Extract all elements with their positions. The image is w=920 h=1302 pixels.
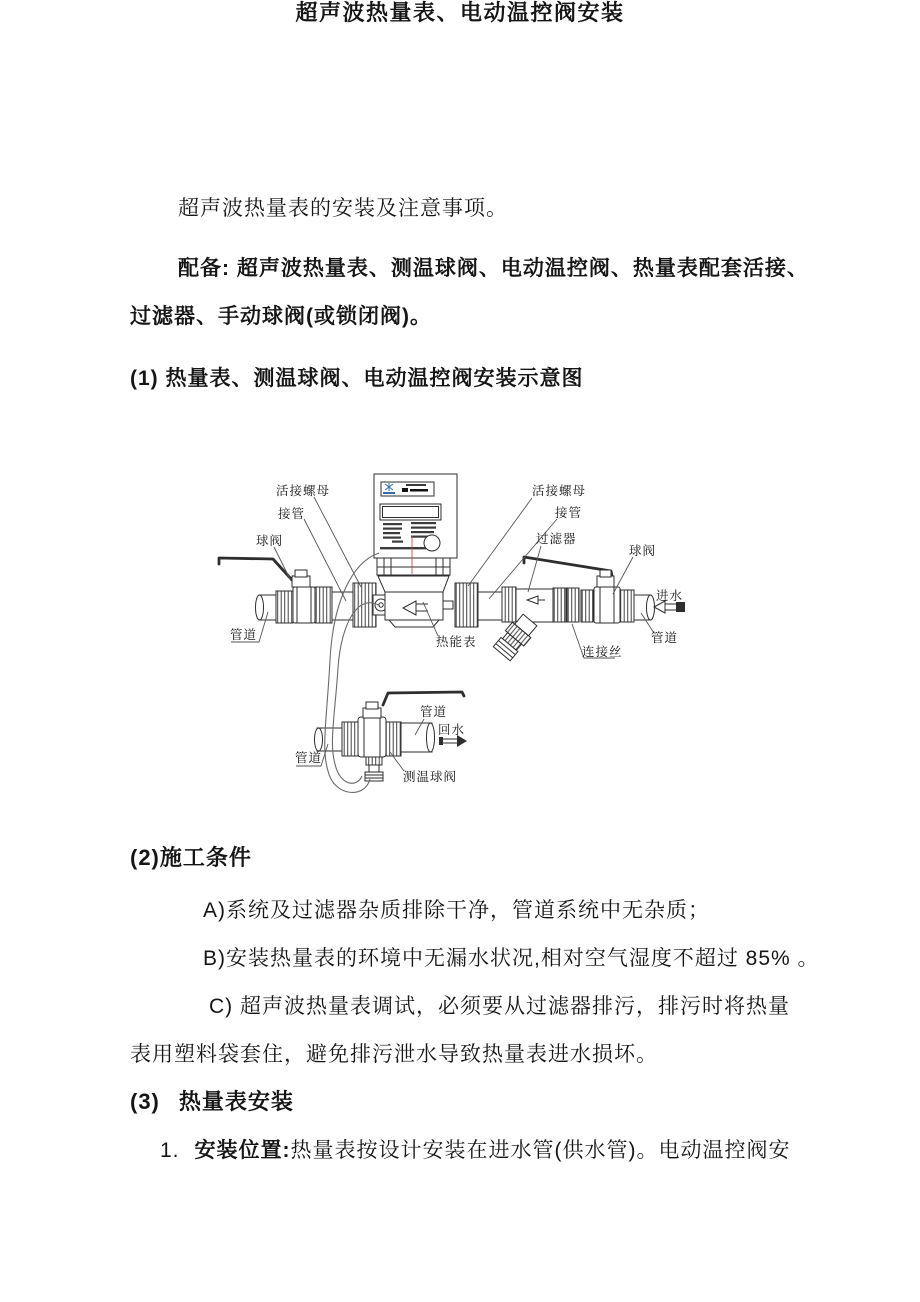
step1-text: 热量表按设计安装在进水管(供水管)。电动温控阀安	[290, 1139, 791, 1162]
label-ball-valve-right: 球阀	[629, 544, 657, 558]
pipe-left	[256, 595, 277, 620]
section3-heading	[130, 1089, 294, 1114]
nut-bottom-left	[342, 722, 358, 756]
step1-line	[160, 1138, 791, 1163]
valve-handle-bottom	[383, 692, 464, 705]
pipe-right	[634, 595, 655, 620]
meter-button	[424, 535, 440, 551]
installation-diagram	[188, 452, 708, 817]
equipment-line-1: 配备: 超声波热量表、测温球阀、电动温控阀、热量表配套活接、	[178, 257, 809, 280]
label-water-inlet: 进水	[656, 589, 684, 603]
condition-a: A)系统及过滤器杂质排除干净，管道系统中无杂质；	[203, 899, 710, 922]
connecting-thread-rings	[553, 588, 593, 622]
section1-heading: (1) 热量表、测温球阀、电动温控阀安装示意图	[130, 367, 584, 390]
label-connector-pipe-left: 接管	[278, 507, 306, 521]
meter-bracket	[377, 558, 450, 575]
equipment-line-2: 过滤器、手动球阀(或锁闭阀)。	[130, 305, 432, 328]
temp-measuring-ball-valve	[358, 702, 386, 781]
label-union-nut-right: 活接螺母	[532, 484, 587, 498]
label-heat-meter: 热能表	[436, 635, 477, 649]
label-strainer: 过滤器	[536, 532, 577, 546]
ball-valve-left	[292, 570, 315, 623]
label-union-nut-left: 活接螺母	[276, 484, 331, 498]
label-temp-ball-valve: 测温球阀	[403, 770, 458, 784]
temp-sensor-pocket	[365, 757, 383, 781]
label-connecting-thread: 连接丝	[582, 645, 623, 659]
step1-number: 1.	[160, 1139, 180, 1162]
pipe-return-left	[315, 728, 343, 751]
label-water-return: 回水	[438, 723, 466, 737]
union-nut-right	[455, 583, 478, 627]
condition-b: B)安装热量表的环境中无漏水状况,相对空气湿度不超过 85% 。	[203, 947, 820, 970]
page-title: 超声波热量表、电动温控阀安装	[295, 0, 625, 25]
label-pipe-return-left: 管道	[295, 751, 323, 765]
condition-c-line1: C) 超声波热量表调试，必须要从过滤器排污，排污时将热量	[209, 995, 790, 1018]
section3-title: 热量表安装	[178, 1089, 294, 1114]
connector-pipe-right	[478, 592, 502, 620]
nut-right-2	[620, 590, 634, 622]
rings-left	[315, 587, 332, 623]
intro-paragraph: 超声波热量表的安装及注意事项。	[178, 197, 508, 220]
section2-heading: (2)施工条件	[130, 845, 252, 870]
label-pipe-left: 管道	[230, 628, 258, 642]
nut-left	[276, 591, 293, 623]
label-connector-pipe-right: 接管	[555, 506, 583, 520]
supply-line-assembly	[219, 474, 685, 661]
step1-label: 安装位置:	[194, 1139, 291, 1162]
label-pipe-return-top: 管道	[420, 705, 448, 719]
condition-c-line2: 表用塑料袋套住，避免排污泄水导致热量表进水损坏。	[130, 1043, 658, 1066]
label-pipe-right: 管道	[651, 631, 679, 645]
pipe-return-right	[401, 723, 435, 752]
nut-right-1	[502, 587, 516, 622]
label-ball-valve-left: 球阀	[256, 534, 284, 548]
heat-meter-body	[373, 576, 453, 627]
nut-bottom-right	[386, 722, 401, 756]
section3-number: (3)	[130, 1089, 160, 1114]
